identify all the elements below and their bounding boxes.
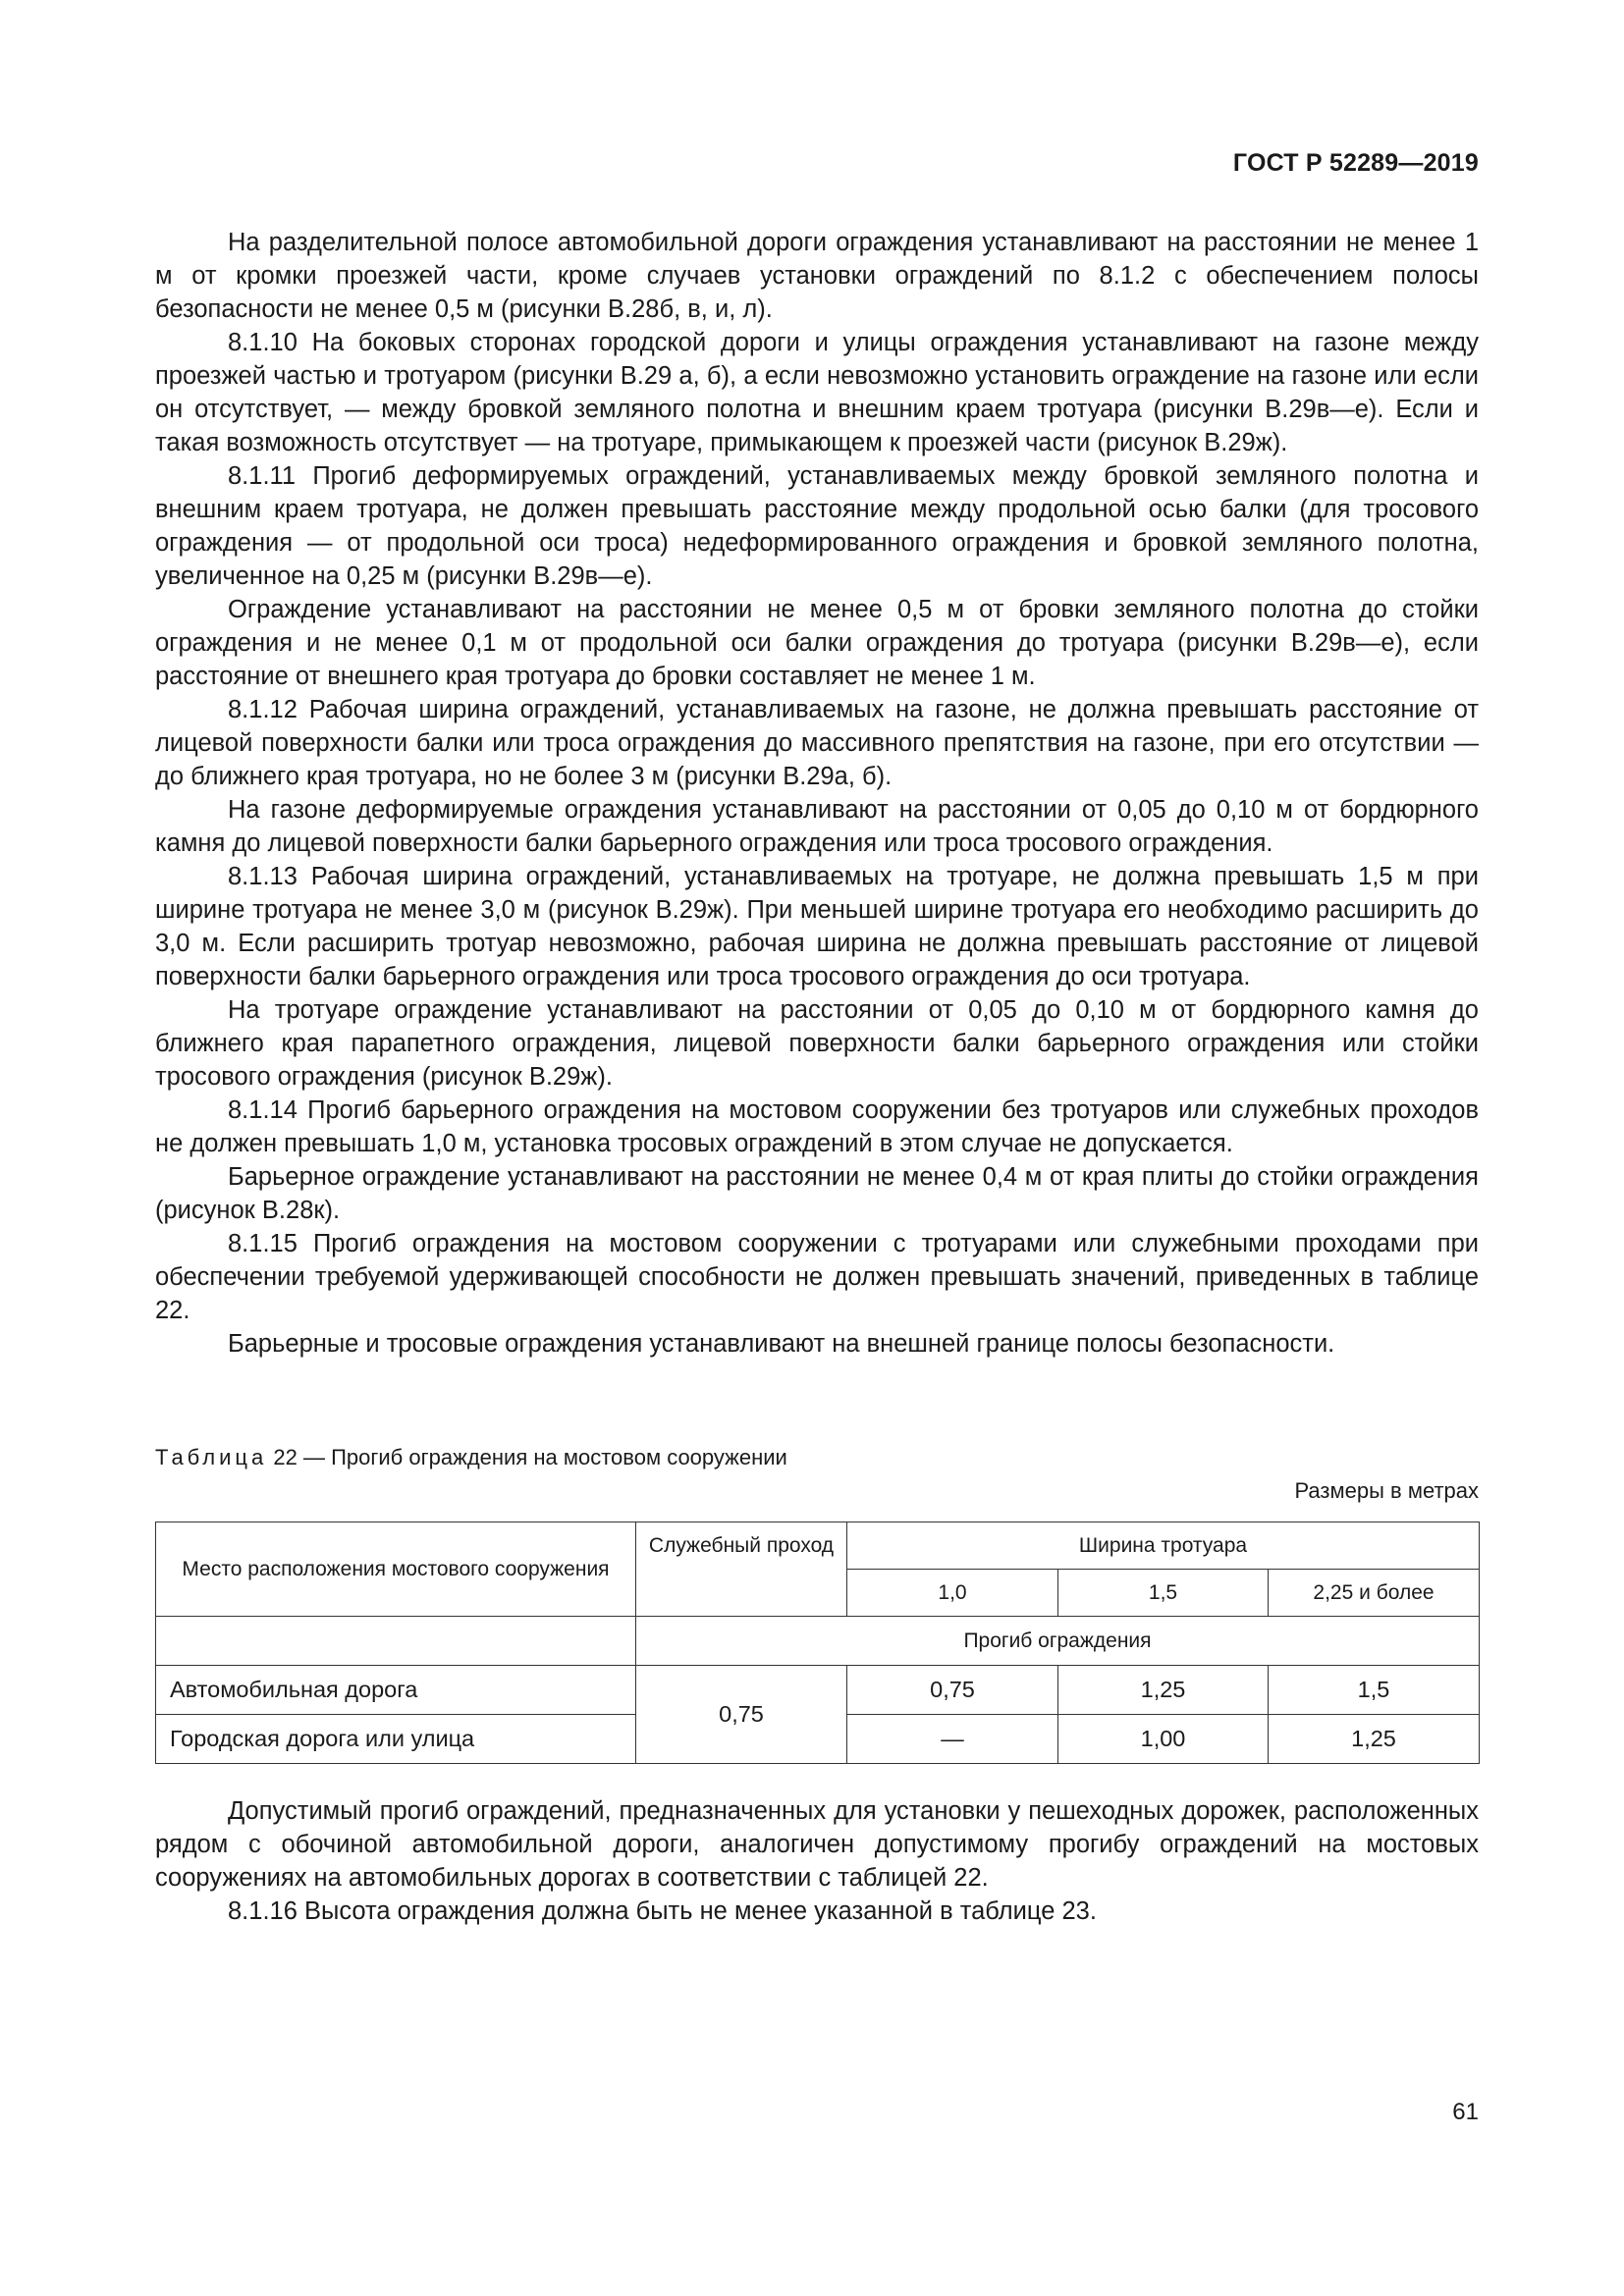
paragraph: Барьерное ограждение устанавливают на расстоянии не менее 0,4 м от края плиты до стойки ограждения (рисунок В.28к). xyxy=(155,1163,1479,1224)
paragraph: На тротуаре ограждение устанавливают на расстоянии от 0,05 до 0,10 м от бордюрного камня до ближнего края парапетного ограждения, лицевой поверхности балки барьерного ограждения или стойки тросового ограждения (рисунок В.29ж). xyxy=(155,996,1479,1091)
table-cell: 1,5 xyxy=(1269,1666,1480,1715)
table-row xyxy=(156,1666,1480,1715)
header-width: 1,0 xyxy=(847,1570,1058,1617)
table-cell: 1,00 xyxy=(1058,1715,1269,1764)
table-cell: 0,75 xyxy=(847,1666,1058,1715)
paragraph: Допустимый прогиб ограждений, предназначенных для установки у пешеходных дорожек, расположенных рядом с обочиной автомобильной дороги, аналогичен допустимому прогибу ограждений на мостовых сооружениях на автомобильных дорогах в соответствии с таблицей 22. xyxy=(155,1797,1479,1892)
row-place: Городская дорога или улица xyxy=(156,1715,636,1764)
paragraph: 8.1.11 Прогиб деформируемых ограждений, устанавливаемых между бровкой земляного полотна и внешним краем тротуара, не должен превышать расстояние между продольной осью балки (для тросового ограждения — от продольной оси троса) недеформированного ограждения и бровкой земляного полотна, увеличенное на 0,25 м (рисунки В.29в—е). xyxy=(155,462,1479,590)
table-cell: 1,25 xyxy=(1269,1715,1480,1764)
paragraph: 8.1.13 Рабочая ширина ограждений, устанавливаемых на тротуаре, не должна превышать 1,5 м при ширине тротуара не менее 3,0 м (рисунок В.29ж). При меньшей ширине тротуара его необходимо расширить до 3,0 м. Если расширить тротуар невозможно, рабочая ширина не должна превышать расстояние от лицевой поверхности балки барьерного ограждения или троса тросового ограждения до оси тротуара. xyxy=(155,863,1479,990)
paragraph: Барьерные и тросовые ограждения устанавливают на внешней границе полосы безопасности. xyxy=(228,1330,1335,1358)
paragraph: На разделительной полосе автомобильной дороги ограждения устанавливают на расстоянии не менее 1 м от кромки проезжей части, кроме случаев установки ограждений по 8.1.2 с обеспечением полосы безопасности не менее 0,5 м (рисунки В.28б, в, и, л). xyxy=(155,229,1479,323)
service-passage-value: 0,75 xyxy=(636,1666,847,1764)
table-caption xyxy=(155,1443,787,1472)
paragraph: 8.1.10 На боковых сторонах городской дороги и улицы ограждения устанавливают на газоне между проезжей частью и тротуаром (рисунки В.29 а, б), а если невозможно установить ограждение на газоне или если он отсутствует, — между бровкой земляного полотна и внешним краем тротуара (рисунки В.29в—е). Если и такая возможность отсутствует — на тротуаре, примыкающем к проезжей части (рисунок В.29ж). xyxy=(155,329,1479,456)
table-caption-label: Таблица xyxy=(155,1445,268,1469)
row-place: Автомобильная дорога xyxy=(156,1666,636,1715)
deflection-table xyxy=(155,1522,1479,1764)
units-note: Размеры в метрах xyxy=(1294,1478,1479,1503)
header-width: 1,5 xyxy=(1058,1570,1269,1617)
header-width: 2,25 и более xyxy=(1269,1570,1480,1617)
header-empty-cell xyxy=(156,1617,636,1666)
paragraph: На газоне деформируемые ограждения устанавливают на расстоянии от 0,05 до 0,10 м от бордюрного камня до лицевой поверхности балки барьерного ограждения или троса тросового ограждения. xyxy=(155,796,1479,857)
header-sidewalk-width: Ширина тротуара xyxy=(847,1522,1480,1570)
document-designation: ГОСТ Р 52289—2019 xyxy=(1232,149,1479,177)
after-table-text xyxy=(155,1794,1479,1928)
table-cell: 1,25 xyxy=(1058,1666,1269,1715)
paragraph: 8.1.16 Высота ограждения должна быть не менее указанной в таблице 23. xyxy=(228,1897,1097,1925)
main-text xyxy=(155,226,1479,1361)
paragraph: 8.1.15 Прогиб ограждения на мостовом сооружении с тротуарами или служебными проходами при обеспечении требуемой удерживающей способности не должен превышать значений, приведенных в таблице 22. xyxy=(155,1230,1479,1324)
table-cell: — xyxy=(847,1715,1058,1764)
header-location: Место расположения мостового сооружения xyxy=(156,1522,636,1617)
header-deflection: Прогиб ограждения xyxy=(636,1617,1480,1666)
header-service-passage: Служебный проход xyxy=(636,1522,847,1617)
table-caption-title: 22 — Прогиб ограждения на мостовом сооружении xyxy=(267,1445,787,1469)
paragraph: 8.1.14 Прогиб барьерного ограждения на мостовом сооружении без тротуаров или служебных проходов не должен превышать 1,0 м, установка тросовых ограждений в этом случае не допускается. xyxy=(155,1096,1479,1157)
page-number: 61 xyxy=(1452,2099,1479,2125)
paragraph: Ограждение устанавливают на расстоянии не менее 0,5 м от бровки земляного полотна до стойки ограждения и не менее 0,1 м от продольной оси балки ограждения до тротуара (рисунки В.29в—е), если расстояние от внешнего края тротуара до бровки составляет не менее 1 м. xyxy=(155,596,1479,690)
paragraph: 8.1.12 Рабочая ширина ограждений, устанавливаемых на газоне, не должна превышать расстояние от лицевой поверхности балки или троса ограждения до массивного препятствия на газоне, при его отсутствии — до ближнего края тротуара, но не более 3 м (рисунки В.29а, б). xyxy=(155,696,1479,790)
